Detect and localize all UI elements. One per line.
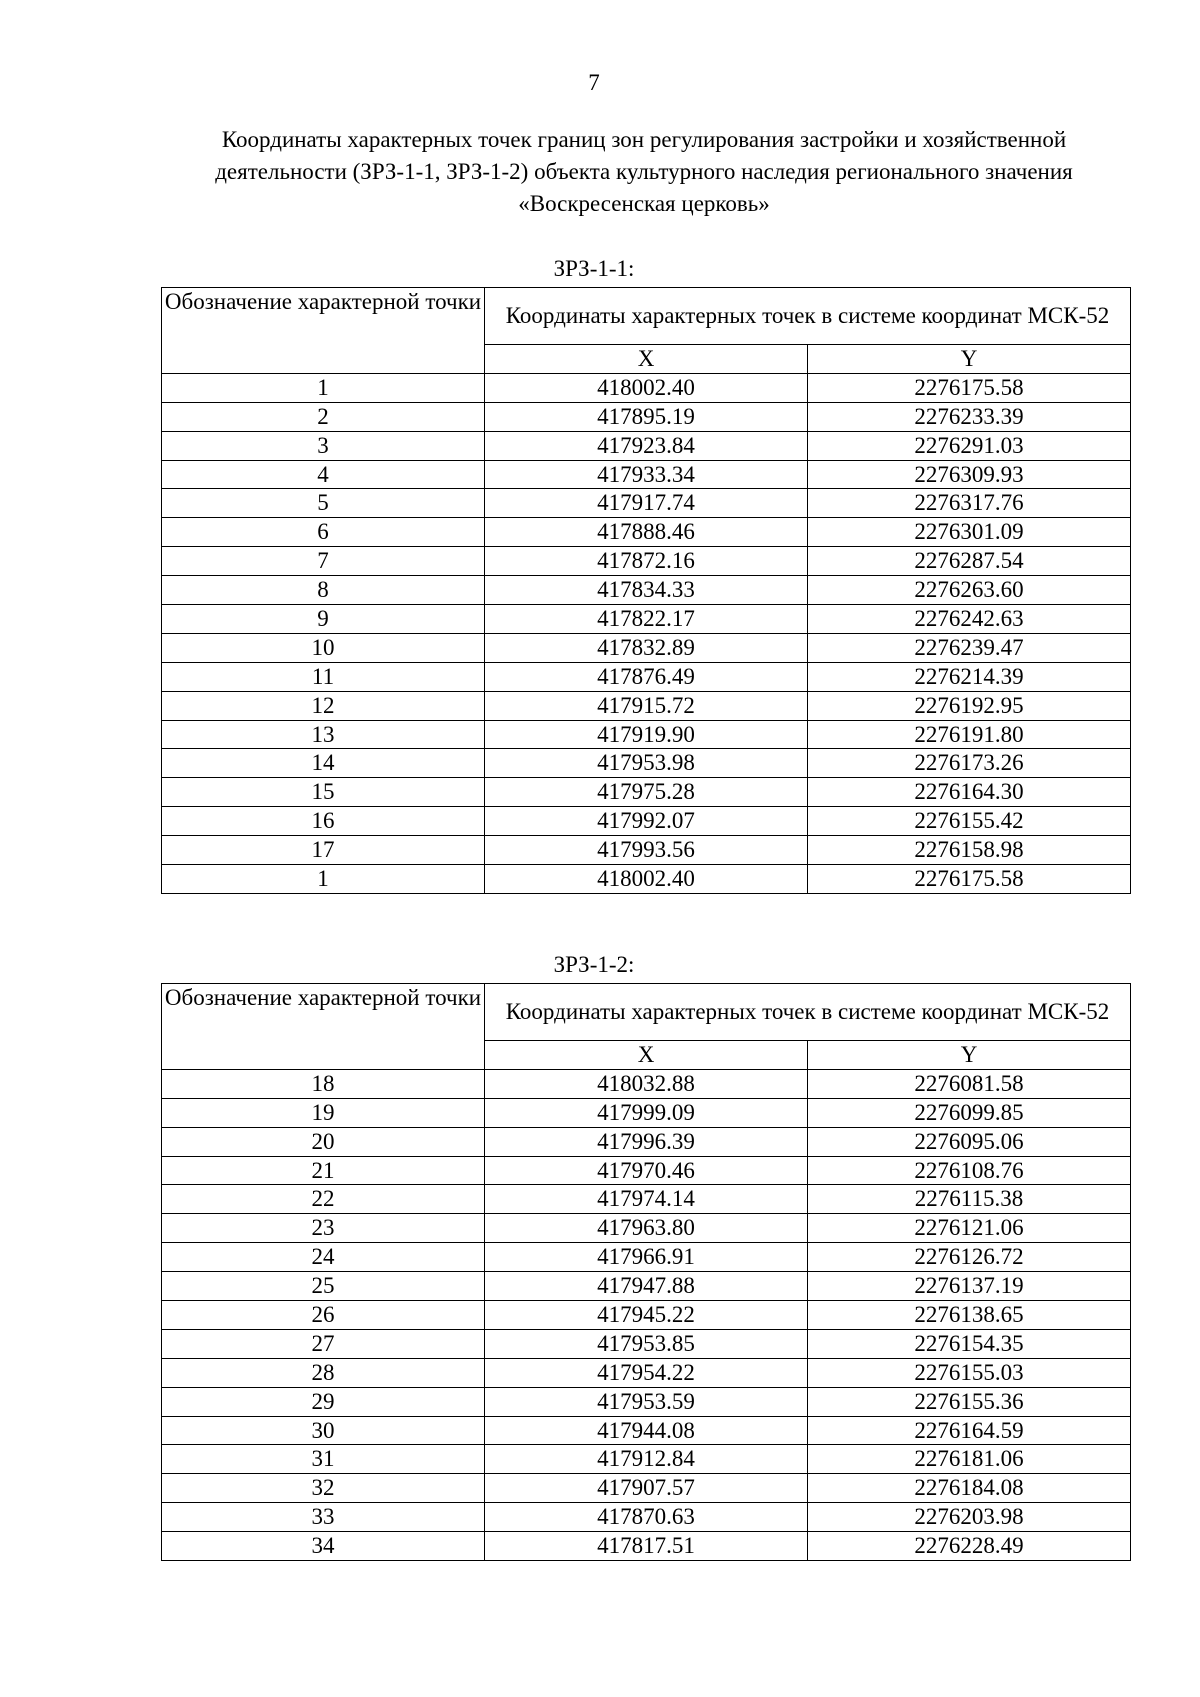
point-header: Обозначение характерной точки — [162, 984, 485, 1070]
point-id-cell: 16 — [162, 807, 485, 836]
table-row — [162, 691, 1131, 720]
point-id-cell: 14 — [162, 749, 485, 778]
title-line: Координаты характерных точек границ зон регулирования застройки и хозяйственной — [221, 127, 1067, 152]
y-header: Y — [808, 345, 1131, 374]
x-coordinate-cell: 417953.98 — [485, 749, 808, 778]
y-coordinate-cell: 2276121.06 — [808, 1214, 1131, 1243]
table-row — [162, 518, 1131, 547]
y-coordinate-cell: 2276192.95 — [808, 691, 1131, 720]
point-id-cell: 31 — [162, 1445, 485, 1474]
x-coordinate-cell: 417872.16 — [485, 547, 808, 576]
x-coordinate-cell: 417953.59 — [485, 1387, 808, 1416]
y-coordinate-cell: 2276317.76 — [808, 489, 1131, 518]
x-coordinate-cell: 417870.63 — [485, 1503, 808, 1532]
y-coordinate-cell: 2276287.54 — [808, 547, 1131, 576]
point-header: Обозначение характерной точки — [162, 288, 485, 374]
x-coordinate-cell: 417923.84 — [485, 431, 808, 460]
point-id-cell: 29 — [162, 1387, 485, 1416]
x-coordinate-cell: 417947.88 — [485, 1272, 808, 1301]
y-coordinate-cell: 2276301.09 — [808, 518, 1131, 547]
x-coordinate-cell: 417996.39 — [485, 1127, 808, 1156]
y-coordinate-cell: 2276175.58 — [808, 865, 1131, 894]
point-id-cell: 34 — [162, 1532, 485, 1561]
table-row — [162, 1272, 1131, 1301]
point-id-cell: 6 — [162, 518, 485, 547]
y-coordinate-cell: 2276203.98 — [808, 1503, 1131, 1532]
point-id-cell: 24 — [162, 1243, 485, 1272]
table-row — [162, 373, 1131, 402]
point-id-cell: 9 — [162, 605, 485, 634]
y-coordinate-cell: 2276138.65 — [808, 1301, 1131, 1330]
table-row — [162, 1214, 1131, 1243]
y-coordinate-cell: 2276115.38 — [808, 1185, 1131, 1214]
y-coordinate-cell: 2276184.08 — [808, 1474, 1131, 1503]
table-row — [162, 1156, 1131, 1185]
point-id-cell: 19 — [162, 1098, 485, 1127]
title-line: «Воскресенская церковь» — [518, 191, 770, 216]
x-coordinate-cell: 418002.40 — [485, 865, 808, 894]
x-coordinate-cell: 417975.28 — [485, 778, 808, 807]
table-row — [162, 1445, 1131, 1474]
table-row — [162, 836, 1131, 865]
table-row — [162, 1069, 1131, 1098]
table-row — [162, 1416, 1131, 1445]
table-row — [162, 865, 1131, 894]
y-coordinate-cell: 2276181.06 — [808, 1445, 1131, 1474]
point-id-cell: 10 — [162, 633, 485, 662]
table-row — [162, 1358, 1131, 1387]
coordinate-system-header: Координаты характерных точек в системе координат МСК-52 — [485, 288, 1131, 345]
y-coordinate-cell: 2276081.58 — [808, 1069, 1131, 1098]
x-coordinate-cell: 417919.90 — [485, 720, 808, 749]
table-row — [162, 633, 1131, 662]
x-coordinate-cell: 417966.91 — [485, 1243, 808, 1272]
y-coordinate-cell: 2276155.03 — [808, 1358, 1131, 1387]
y-coordinate-cell: 2276263.60 — [808, 576, 1131, 605]
y-coordinate-cell: 2276309.93 — [808, 460, 1131, 489]
x-coordinate-cell: 417974.14 — [485, 1185, 808, 1214]
point-id-cell: 11 — [162, 662, 485, 691]
coordinates-table — [161, 287, 1131, 894]
point-id-cell: 30 — [162, 1416, 485, 1445]
x-coordinate-cell: 417993.56 — [485, 836, 808, 865]
point-id-cell: 13 — [162, 720, 485, 749]
y-coordinate-cell: 2276242.63 — [808, 605, 1131, 634]
point-id-cell: 3 — [162, 431, 485, 460]
point-id-cell: 27 — [162, 1329, 485, 1358]
x-coordinate-cell: 417907.57 — [485, 1474, 808, 1503]
point-id-cell: 15 — [162, 778, 485, 807]
table-row — [162, 460, 1131, 489]
document-title — [160, 124, 1128, 220]
title-line: деятельности (ЗРЗ-1-1, ЗРЗ-1-2) объекта культурного наследия регионального значения — [215, 159, 1073, 184]
point-id-cell: 8 — [162, 576, 485, 605]
y-coordinate-cell: 2276155.36 — [808, 1387, 1131, 1416]
x-coordinate-cell: 417954.22 — [485, 1358, 808, 1387]
x-coordinate-cell: 417944.08 — [485, 1416, 808, 1445]
table-row — [162, 1532, 1131, 1561]
x-coordinate-cell: 417834.33 — [485, 576, 808, 605]
coordinate-system-header: Координаты характерных точек в системе координат МСК-52 — [485, 984, 1131, 1041]
point-id-cell: 25 — [162, 1272, 485, 1301]
y-header: Y — [808, 1041, 1131, 1070]
point-id-cell: 21 — [162, 1156, 485, 1185]
table-caption: ЗРЗ-1-1: — [553, 256, 635, 281]
x-coordinate-cell: 418032.88 — [485, 1069, 808, 1098]
point-id-cell: 12 — [162, 691, 485, 720]
x-coordinate-cell: 417933.34 — [485, 460, 808, 489]
point-id-cell: 2 — [162, 402, 485, 431]
table-row — [162, 1474, 1131, 1503]
table-row — [162, 576, 1131, 605]
point-id-cell: 26 — [162, 1301, 485, 1330]
point-id-cell: 18 — [162, 1069, 485, 1098]
y-coordinate-cell: 2276191.80 — [808, 720, 1131, 749]
point-id-cell: 22 — [162, 1185, 485, 1214]
y-coordinate-cell: 2276126.72 — [808, 1243, 1131, 1272]
y-coordinate-cell: 2276095.06 — [808, 1127, 1131, 1156]
x-coordinate-cell: 417953.85 — [485, 1329, 808, 1358]
point-id-cell: 7 — [162, 547, 485, 576]
x-coordinate-cell: 417915.72 — [485, 691, 808, 720]
table-row — [162, 662, 1131, 691]
y-coordinate-cell: 2276164.30 — [808, 778, 1131, 807]
table-row — [162, 749, 1131, 778]
y-coordinate-cell: 2276175.58 — [808, 373, 1131, 402]
x-header: X — [485, 1041, 808, 1070]
table-row — [162, 547, 1131, 576]
y-coordinate-cell: 2276108.76 — [808, 1156, 1131, 1185]
point-id-cell: 5 — [162, 489, 485, 518]
x-coordinate-cell: 417817.51 — [485, 1532, 808, 1561]
table-row — [162, 1127, 1131, 1156]
table-row — [162, 720, 1131, 749]
point-id-cell: 1 — [162, 373, 485, 402]
table-row — [162, 402, 1131, 431]
table-row — [162, 489, 1131, 518]
x-coordinate-cell: 417992.07 — [485, 807, 808, 836]
y-coordinate-cell: 2276228.49 — [808, 1532, 1131, 1561]
y-coordinate-cell: 2276214.39 — [808, 662, 1131, 691]
x-coordinate-cell: 417895.19 — [485, 402, 808, 431]
table-row — [162, 1503, 1131, 1532]
point-id-cell: 1 — [162, 865, 485, 894]
table-row — [162, 1185, 1131, 1214]
table-caption: ЗРЗ-1-2: — [553, 952, 635, 977]
point-id-cell: 20 — [162, 1127, 485, 1156]
x-coordinate-cell: 417876.49 — [485, 662, 808, 691]
point-id-cell: 23 — [162, 1214, 485, 1243]
x-coordinate-cell: 417888.46 — [485, 518, 808, 547]
y-coordinate-cell: 2276158.98 — [808, 836, 1131, 865]
y-coordinate-cell: 2276137.19 — [808, 1272, 1131, 1301]
table-row — [162, 1329, 1131, 1358]
table-row — [162, 1387, 1131, 1416]
x-coordinate-cell: 417945.22 — [485, 1301, 808, 1330]
table-body — [162, 1069, 1131, 1560]
y-coordinate-cell: 2276173.26 — [808, 749, 1131, 778]
table-row — [162, 1243, 1131, 1272]
x-coordinate-cell: 417822.17 — [485, 605, 808, 634]
page-number: 7 — [588, 70, 600, 95]
y-coordinate-cell: 2276154.35 — [808, 1329, 1131, 1358]
x-header: X — [485, 345, 808, 374]
y-coordinate-cell: 2276233.39 — [808, 402, 1131, 431]
point-id-cell: 32 — [162, 1474, 485, 1503]
x-coordinate-cell: 417963.80 — [485, 1214, 808, 1243]
table-row — [162, 605, 1131, 634]
x-coordinate-cell: 417999.09 — [485, 1098, 808, 1127]
x-coordinate-cell: 417832.89 — [485, 633, 808, 662]
y-coordinate-cell: 2276099.85 — [808, 1098, 1131, 1127]
y-coordinate-cell: 2276164.59 — [808, 1416, 1131, 1445]
coordinates-table — [161, 983, 1131, 1561]
table-row — [162, 1098, 1131, 1127]
y-coordinate-cell: 2276155.42 — [808, 807, 1131, 836]
x-coordinate-cell: 417970.46 — [485, 1156, 808, 1185]
point-id-cell: 17 — [162, 836, 485, 865]
x-coordinate-cell: 417917.74 — [485, 489, 808, 518]
table-row — [162, 778, 1131, 807]
point-id-cell: 28 — [162, 1358, 485, 1387]
point-id-cell: 4 — [162, 460, 485, 489]
table-row — [162, 807, 1131, 836]
table-body — [162, 373, 1131, 893]
x-coordinate-cell: 418002.40 — [485, 373, 808, 402]
y-coordinate-cell: 2276239.47 — [808, 633, 1131, 662]
table-row — [162, 1301, 1131, 1330]
x-coordinate-cell: 417912.84 — [485, 1445, 808, 1474]
y-coordinate-cell: 2276291.03 — [808, 431, 1131, 460]
point-id-cell: 33 — [162, 1503, 485, 1532]
table-row — [162, 431, 1131, 460]
